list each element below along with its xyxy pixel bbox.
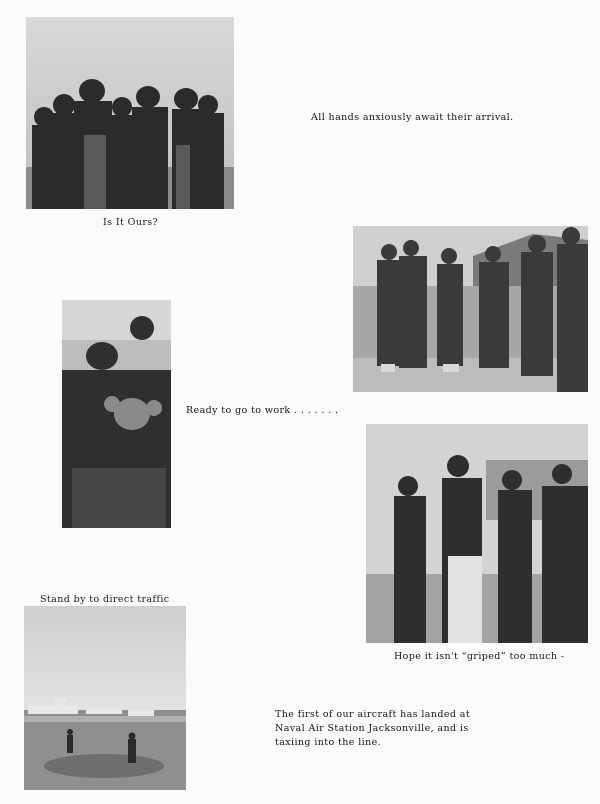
caption-all-hands: All hands anxiously await their arrival. [311, 112, 514, 123]
photo-crowd-looking-up [26, 17, 234, 209]
caption-is-it-ours: Is It Ours? [103, 217, 159, 228]
caption-ready-to-work: Ready to go to work . . . . . . . [186, 405, 339, 416]
photo-hangar-group [353, 226, 588, 392]
caption-first-aircraft: The first of our aircraft has landed at Naval Air Station Jacksonville, and is taxiing into the line. [275, 709, 471, 748]
photo-four-men [366, 424, 588, 643]
photo-headsets-group [62, 300, 171, 528]
photo-airfield [24, 606, 186, 790]
caption-stand-by: Stand by to direct traffic [40, 594, 170, 605]
caption-hope-griped: Hope it isn't “griped” too much - [394, 651, 565, 662]
